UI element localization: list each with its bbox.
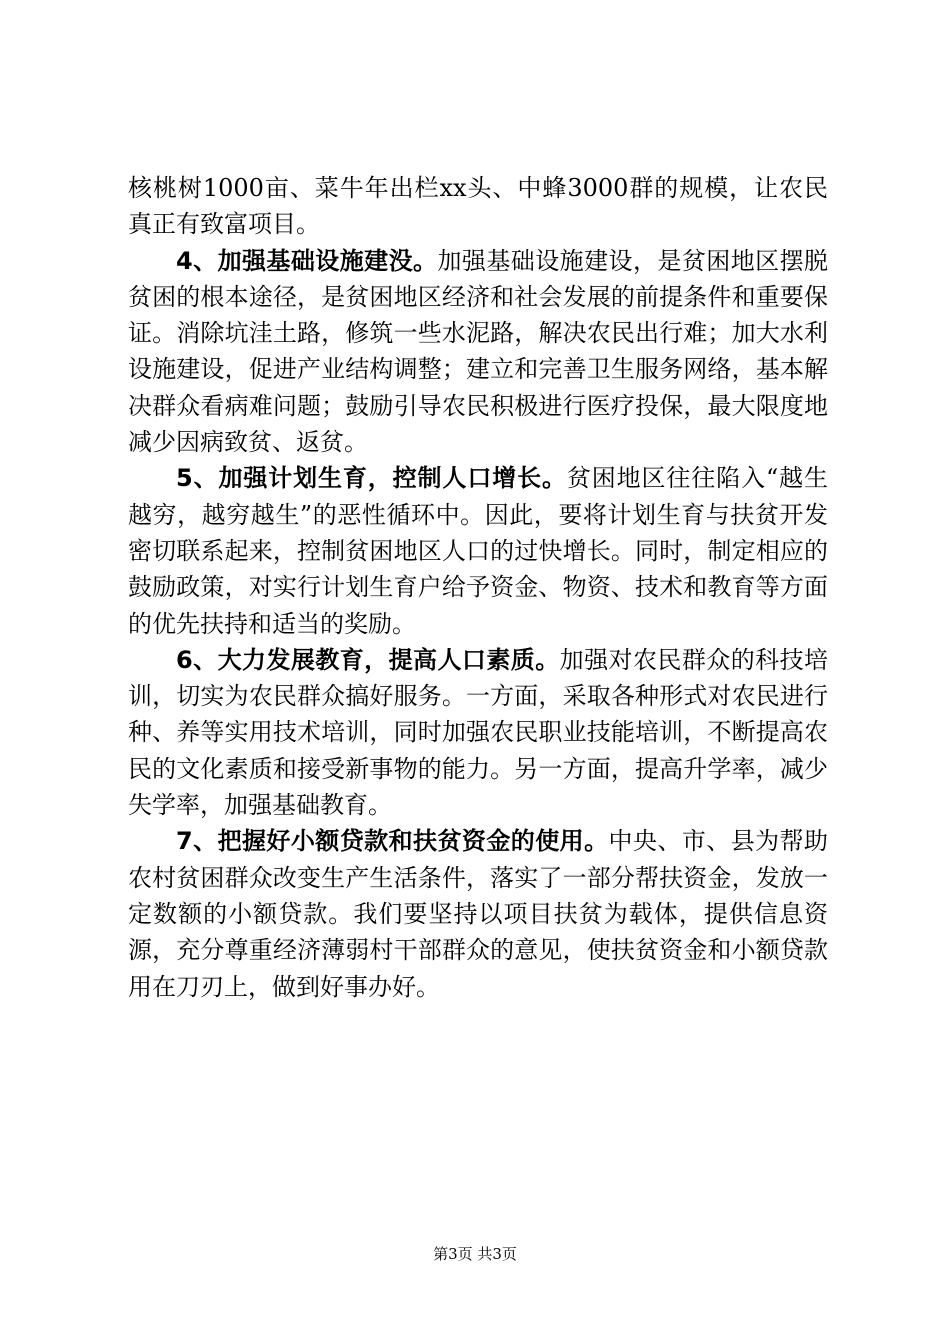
paragraph-text: 加强基础设施建设，是贫困地区摆脱贫困的根本途径，是贫困地区经济和社会发展的前提条件和重要保证。消除坑洼土路，修筑一些水泥路，解决农民出行难；加大水利设施建设，促进产业结构调整；建立和完善卫生服务网络，基本解决群众看病难问题；鼓励引导农民积极进行医疗投保，最大限度地减少因病致贫、返贫。 [128, 246, 829, 457]
paragraph-text: 加强对农民群众的科技培训，切实为农民群众搞好服务。一方面，采取各种形式对农民进行种、养等实用技术培训，同时加强农民职业技能培训，不断提高农民的文化素质和接受新事物的能力。另一方面，提高升学率，减少失学率，加强基础教育。 [128, 645, 829, 820]
paragraph-heading: 7、把握好小额贷款和扶贫资金的使用。 [176, 827, 609, 856]
page-number-label: 第3页 共3页 [433, 1245, 517, 1263]
paragraph-heading: 6、大力发展教育，提高人口素质。 [176, 645, 560, 674]
paragraph-microloans [128, 823, 828, 1004]
paragraph-heading: 5、加强计划生育，控制人口增长。 [176, 464, 567, 493]
paragraph-infrastructure [128, 243, 828, 461]
page-footer [0, 1244, 950, 1264]
paragraph-heading: 4、加强基础设施建没。 [176, 246, 438, 275]
paragraph-family-planning [128, 460, 828, 641]
paragraph-text: 中央、市、县为帮助农村贫困群众改变生产生活条件，落实了一部分帮扶资金，发放一定数额的小额贷款。我们要坚持以项目扶贫为载体，提供信息资源，充分尊重经济薄弱村干部群众的意见，使扶贫资金和小额贷款用在刀刃上，做到好事办好。 [128, 827, 829, 1001]
document-body [128, 170, 828, 1005]
paragraph-text: 贫困地区往往陷入“越生越穷，越穷越生”的恶性循环中。因此，要将计划生育与扶贫开发密切联系起来，控制贫困地区人口的过快增长。同时，制定相应的鼓励政策，对实行计划生育户给予资金、物资、技术和教育等方面的优先扶持和适当的奖励。 [128, 464, 828, 638]
paragraph-education [128, 642, 828, 823]
paragraph-text: 核桃树1000亩、菜牛年出栏xx头、中蜂3000群的规模，让农民真正有致富项目。 [128, 174, 828, 239]
paragraph-continuation [128, 170, 828, 243]
